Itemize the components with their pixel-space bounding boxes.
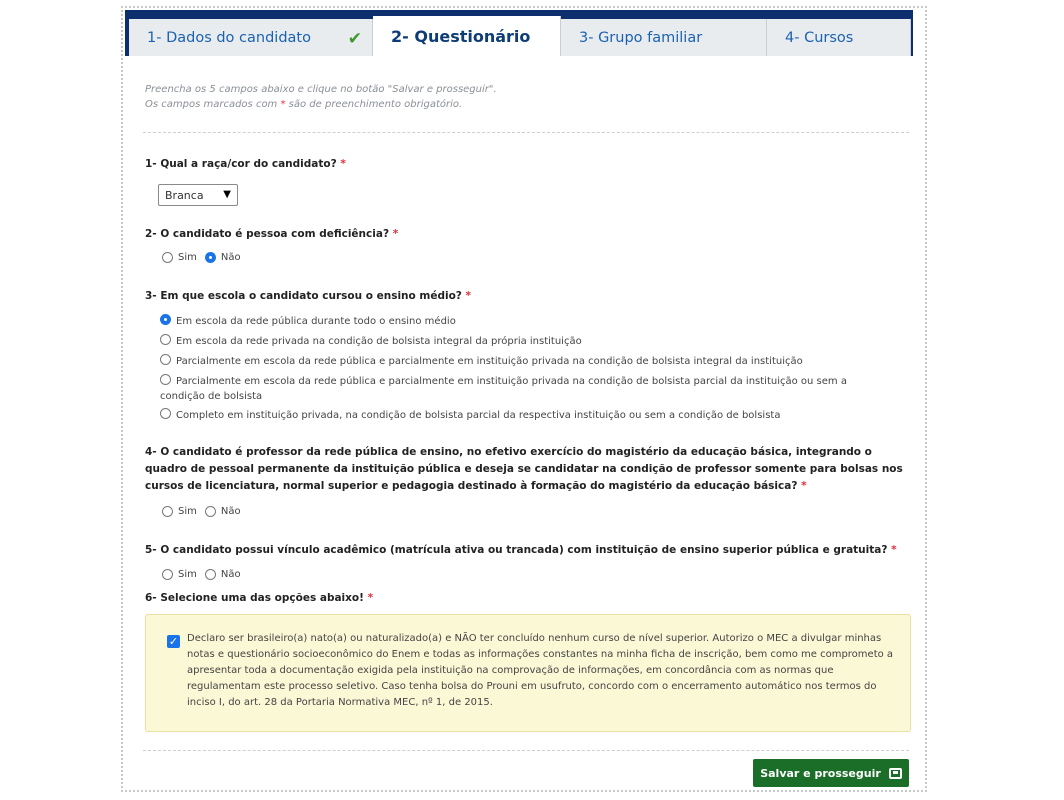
declaration-box bbox=[145, 614, 911, 732]
question-4-label bbox=[145, 444, 909, 495]
radio-button[interactable] bbox=[160, 408, 171, 419]
question-text: 3- Em que escola o candidato cursou o ensino médio? bbox=[145, 290, 462, 302]
question-3-label bbox=[145, 288, 909, 305]
question-3-option-1[interactable] bbox=[160, 314, 900, 329]
option-label: Completo em instituição privada, na condição de bolsista parcial da respectiva instituição ou sem a condição de bolsista bbox=[176, 410, 781, 421]
radio-sim[interactable] bbox=[162, 506, 173, 517]
required-mark: * bbox=[465, 290, 472, 302]
save-button-label: Salvar e prosseguir bbox=[760, 766, 881, 780]
tab-cursos[interactable] bbox=[767, 19, 911, 56]
intro-line-2 bbox=[145, 97, 497, 112]
question-5-options bbox=[162, 569, 249, 580]
question-3-option-2[interactable] bbox=[160, 334, 900, 349]
tab-questionario[interactable] bbox=[373, 16, 561, 56]
option-label: Sim bbox=[178, 569, 197, 580]
step-tabs bbox=[125, 10, 913, 56]
chevron-down-icon: ▼ bbox=[223, 189, 231, 200]
question-text: 1- Qual a raça/cor do candidato? bbox=[145, 158, 337, 170]
option-label: Em escola da rede pública durante todo o ensino médio bbox=[176, 316, 456, 327]
tab-label: 2- Questionário bbox=[391, 26, 531, 46]
tab-label: 3- Grupo familiar bbox=[579, 29, 703, 46]
option-label: Sim bbox=[178, 506, 197, 517]
radio-nao[interactable] bbox=[205, 506, 216, 517]
tab-label: 4- Cursos bbox=[785, 29, 854, 46]
required-mark: * bbox=[367, 592, 374, 604]
race-select-value: Branca bbox=[165, 188, 204, 202]
intro-text bbox=[145, 82, 497, 112]
question-text: 4- O candidato é professor da rede pública de ensino, no efetivo exercício do magistério da educação básica, integrando o quadro de pessoal permanente da instituição pública e deseja se candidatar na condição de professor somente para bolsas nos cursos de licenciatura, normal superior e pedagogia destinado à formação do magistério da educação básica? bbox=[145, 446, 903, 492]
option-label: Não bbox=[220, 506, 241, 517]
required-mark: * bbox=[392, 228, 399, 240]
question-3-option-4[interactable] bbox=[160, 374, 872, 404]
form-frame bbox=[121, 6, 927, 792]
question-6-label bbox=[145, 590, 909, 607]
intro-line-2-pre: Os campos marcados com bbox=[145, 99, 281, 110]
required-mark: * bbox=[340, 158, 346, 170]
save-and-continue-button[interactable] bbox=[753, 759, 909, 787]
question-4-options bbox=[162, 506, 249, 517]
radio-button[interactable] bbox=[160, 334, 171, 345]
question-2-options bbox=[162, 252, 249, 263]
radio-button[interactable] bbox=[160, 354, 171, 365]
question-text: 5- O candidato possui vínculo acadêmico (matrícula ativa ou trancada) com instituição de ensino superior pública e gratuita? bbox=[145, 544, 888, 556]
tab-grupo-familiar[interactable] bbox=[561, 19, 767, 56]
intro-line-1: Preencha os 5 campos abaixo e clique no botão "Salvar e prosseguir". bbox=[145, 84, 497, 95]
radio-sim[interactable] bbox=[162, 252, 173, 263]
radio-button[interactable] bbox=[160, 314, 171, 325]
option-label: Em escola da rede privada na condição de bolsista integral da própria instituição bbox=[176, 336, 582, 347]
radio-button[interactable] bbox=[160, 374, 171, 385]
divider bbox=[143, 132, 909, 133]
question-text: 6- Selecione uma das opções abaixo! bbox=[145, 592, 364, 604]
required-mark: * bbox=[280, 99, 286, 110]
tab-label: 1- Dados do candidato bbox=[147, 29, 311, 46]
option-label: Parcialmente em escola da rede pública e parcialmente em instituição privada na condição de bolsista parcial da instituição ou sem a condição de bolsista bbox=[160, 376, 847, 402]
option-label: Não bbox=[220, 252, 241, 263]
question-3-option-3[interactable] bbox=[160, 354, 900, 369]
radio-sim[interactable] bbox=[162, 569, 173, 580]
required-mark: * bbox=[801, 480, 807, 492]
intro-line-2-post: são de preenchimento obrigatório. bbox=[285, 99, 463, 110]
option-label: Parcialmente em escola da rede pública e parcialmente em instituição privada na condição de bolsista integral da instituição bbox=[176, 356, 803, 367]
divider bbox=[143, 750, 909, 751]
question-text: 2- O candidato é pessoa com deficiência? bbox=[145, 228, 390, 240]
question-1-label bbox=[145, 156, 909, 173]
radio-nao[interactable] bbox=[205, 252, 216, 263]
radio-nao[interactable] bbox=[205, 569, 216, 580]
question-2-label bbox=[145, 226, 909, 243]
declaration-text: Declaro ser brasileiro(a) nato(a) ou naturalizado(a) e NÃO ter concluído nenhum curso de nível superior. Autorizo o MEC a divulgar minhas notas e questionário socioeconômico do Enem e todas as informações constantes na minha ficha de inscrição, bem como me comprometo a apresentar toda a documentação exigida pela instituição na comprovação de informações, em concordância com as normas que regulamentam este processo seletivo. Caso tenha bolsa do Prouni em usufruto, concordo com o encerramento automático nos termos do inciso I, do art. 28 da Portaria Normativa MEC, nº 1, de 2015. bbox=[187, 633, 894, 708]
declaration-checkbox[interactable]: ✓ bbox=[168, 635, 179, 648]
save-disk-icon bbox=[889, 768, 902, 779]
question-3-option-5[interactable] bbox=[160, 408, 900, 423]
tab-dados-do-candidato[interactable] bbox=[129, 19, 373, 56]
option-label: Não bbox=[220, 569, 241, 580]
checkmark-icon: ✔ bbox=[347, 29, 362, 49]
option-label: Sim bbox=[178, 252, 197, 263]
question-5-label bbox=[145, 542, 909, 559]
required-mark: * bbox=[891, 544, 897, 556]
race-select[interactable] bbox=[158, 184, 238, 206]
